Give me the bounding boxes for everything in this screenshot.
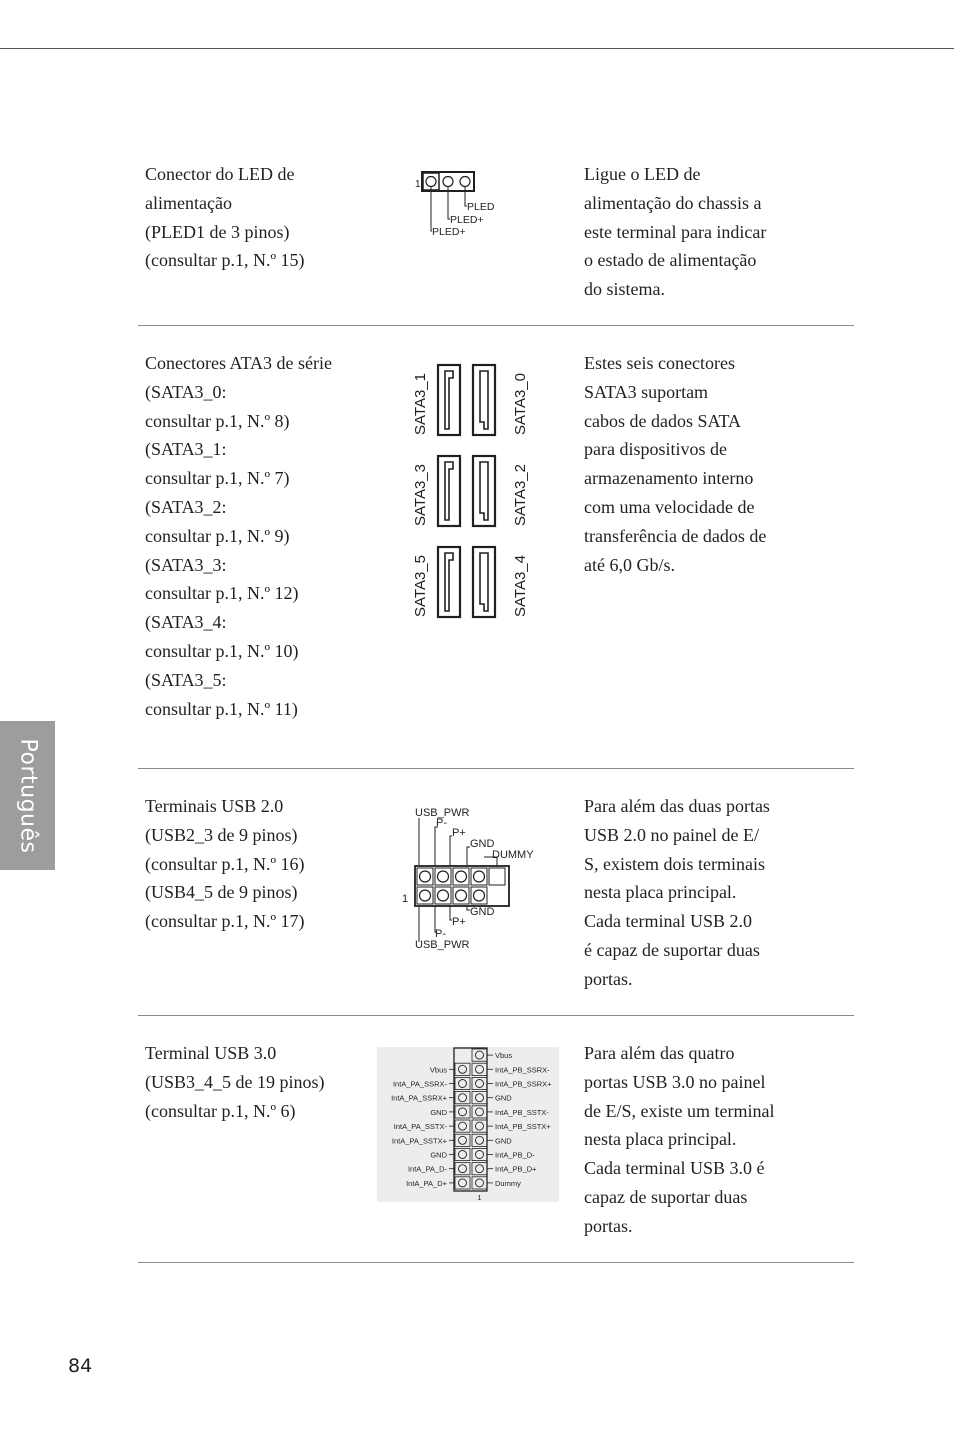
text-line: portas. <box>584 1215 633 1236</box>
gnd-label: GND <box>470 838 495 850</box>
text-line: do sistema. <box>584 279 665 300</box>
row-divider <box>138 1262 854 1263</box>
text-line: consultar p.1, N.º 10) <box>145 640 299 661</box>
pin-label: IntA_PB_SSRX+ <box>495 1079 552 1089</box>
pled-plus-label: PLED+ <box>432 226 466 238</box>
pin-label: IntA_PA_D- <box>407 1164 447 1174</box>
sata-row <box>138 349 854 769</box>
pin-label: IntA_PA_SSRX- <box>392 1079 447 1089</box>
text-line: (SATA3_2: <box>145 496 227 517</box>
p-minus-label: P- <box>435 928 446 940</box>
text-line: portas USB 3.0 no painel <box>584 1071 766 1092</box>
text-line: até 6,0 Gb/s. <box>584 554 675 575</box>
pin1-label: 1 <box>402 893 409 905</box>
usb2-usage <box>584 792 804 994</box>
sata3-3-label: SATA3_3 <box>412 464 429 526</box>
pin <box>459 1165 467 1173</box>
text-line: (SATA3_3: <box>145 554 227 575</box>
language-tab-label: Português <box>15 738 40 853</box>
pin <box>459 1136 467 1144</box>
text-line: cabos de dados SATA <box>584 410 742 431</box>
gnd-label: GND <box>470 906 495 918</box>
sata-description <box>145 349 370 723</box>
p-plus-label: P+ <box>452 916 466 928</box>
text-line: transferência de dados de <box>584 525 767 546</box>
usb2-row <box>138 792 854 1016</box>
pin <box>476 1179 484 1187</box>
pin <box>459 1122 467 1130</box>
pin <box>459 1151 467 1159</box>
pled-plus-label: PLED+ <box>450 214 484 226</box>
pin-label: GND <box>430 1107 447 1117</box>
usb3-row <box>138 1039 854 1263</box>
text-line: consultar p.1, N.º 8) <box>145 410 290 431</box>
pin <box>476 1080 484 1088</box>
text-line: (USB4_5 de 9 pinos) <box>145 882 298 903</box>
pin <box>476 1108 484 1116</box>
text-line: Cada terminal USB 3.0 é <box>584 1158 765 1179</box>
text-line: Conectores ATA3 de série <box>145 353 333 373</box>
text-line: consultar p.1, N.º 9) <box>145 525 290 546</box>
pin-label: IntA_PB_SSRX- <box>495 1065 550 1075</box>
row-divider <box>138 1015 854 1016</box>
text-line: (consultar p.1, N.º 6) <box>145 1100 296 1121</box>
text-line: com uma velocidade de <box>584 496 755 517</box>
sata3-0-label: SATA3_0 <box>512 373 528 435</box>
text-line: Estes seis conectores <box>584 353 735 373</box>
pled-label: PLED <box>467 201 495 213</box>
pin <box>476 1094 484 1102</box>
pin <box>459 1108 467 1116</box>
text-line: Para além das quatro <box>584 1043 735 1063</box>
text-line: (consultar p.1, N.º 17) <box>145 911 305 932</box>
usb2-description <box>145 792 370 936</box>
language-tab <box>0 721 55 870</box>
text-line: Cada terminal USB 2.0 <box>584 911 752 932</box>
text-line: consultar p.1, N.º 12) <box>145 583 299 604</box>
text-line: Ligue o LED de <box>584 164 701 184</box>
sata3-1-label: SATA3_1 <box>412 373 429 435</box>
p-minus-label: P- <box>436 817 447 829</box>
text-line: (USB3_4_5 de 19 pinos) <box>145 1071 325 1092</box>
text-line: portas. <box>584 968 633 989</box>
text-line: USB 2.0 no painel de E/ <box>584 824 759 845</box>
pin-label: IntA_PA_SSRX+ <box>391 1093 447 1103</box>
text-line: (consultar p.1, N.º 16) <box>145 853 305 874</box>
usb3-diagram <box>377 1047 559 1202</box>
pin-label: IntA_PA_SSTX- <box>393 1122 447 1132</box>
pin-label: IntA_PB_SSTX+ <box>495 1122 551 1132</box>
pin <box>476 1051 484 1059</box>
text-line: (SATA3_0: <box>145 381 227 402</box>
pin <box>459 1080 467 1088</box>
pin1-label: 1 <box>415 179 421 190</box>
pin-label: IntA_PB_SSTX- <box>495 1107 549 1117</box>
text-line: alimentação <box>145 192 232 213</box>
pled-description <box>145 160 370 275</box>
pin <box>476 1151 484 1159</box>
text-line: S, existem dois terminais <box>584 853 765 874</box>
text-line: nesta placa principal. <box>584 882 737 903</box>
header-rule <box>0 48 954 49</box>
text-line: consultar p.1, N.º 7) <box>145 468 290 489</box>
sata-diagram <box>404 363 528 623</box>
text-line: (consultar p.1, N.º 15) <box>145 250 305 271</box>
pin-label: Vbus <box>495 1051 513 1061</box>
text-line: este terminal para indicar <box>584 221 767 242</box>
page-number: 84 <box>68 1355 93 1377</box>
text-line: (SATA3_4: <box>145 612 227 633</box>
text-line: é capaz de suportar duas <box>584 939 760 960</box>
usb-pwr-label: USB_PWR <box>415 807 470 819</box>
pin1-label: 1 <box>477 1193 482 1202</box>
usb3-usage <box>584 1039 804 1241</box>
text-line: Para além das duas portas <box>584 796 770 816</box>
usb3-description <box>145 1039 370 1125</box>
usb2-diagram <box>400 804 550 954</box>
text-line: (USB2_3 de 9 pinos) <box>145 824 298 845</box>
text-line: (SATA3_5: <box>145 669 227 690</box>
text-line: armazenamento interno <box>584 468 754 489</box>
sata3-4-label: SATA3_4 <box>512 555 528 617</box>
dummy-label: DUMMY <box>492 849 534 861</box>
pin-label: GND <box>430 1150 447 1160</box>
text-line: o estado de alimentação <box>584 250 757 271</box>
pin <box>476 1165 484 1173</box>
pin-label: Dummy <box>495 1178 521 1188</box>
pin <box>476 1065 484 1073</box>
pin-label: Vbus <box>429 1065 447 1075</box>
pin-label: IntA_PB_D+ <box>495 1164 537 1174</box>
text-line: capaz de suportar duas <box>584 1186 748 1207</box>
sata3-5-label: SATA3_5 <box>412 555 429 617</box>
pled-usage <box>584 160 804 304</box>
pin-label: GND <box>495 1136 512 1146</box>
text-line: (PLED1 de 3 pinos) <box>145 221 290 242</box>
text-line: (SATA3_1: <box>145 439 227 460</box>
pin <box>459 1179 467 1187</box>
pin <box>459 1065 467 1073</box>
sata3-2-label: SATA3_2 <box>512 464 528 526</box>
pin <box>476 1136 484 1144</box>
text-line: nesta placa principal. <box>584 1129 737 1150</box>
pin <box>476 1122 484 1130</box>
pin-label: IntA_PB_D- <box>495 1150 535 1160</box>
pled-diagram <box>414 168 504 238</box>
pin-label: IntA_PA_SSTX+ <box>391 1136 447 1146</box>
row-divider <box>138 768 854 769</box>
pin-label: GND <box>495 1093 512 1103</box>
p-plus-label: P+ <box>452 827 466 839</box>
text-line: consultar p.1, N.º 11) <box>145 698 298 719</box>
text-line: Terminal USB 3.0 <box>145 1043 277 1063</box>
text-line: de E/S, existe um terminal <box>584 1100 775 1121</box>
row-divider <box>138 325 854 326</box>
pin-label: IntA_PA_D+ <box>406 1178 447 1188</box>
text-line: Terminais USB 2.0 <box>145 796 284 816</box>
pled-row <box>138 160 854 325</box>
text-line: alimentação do chassis a <box>584 192 762 213</box>
text-line: Conector do LED de <box>145 164 295 184</box>
text-line: SATA3 suportam <box>584 381 709 402</box>
pin <box>459 1094 467 1102</box>
text-line: para dispositivos de <box>584 439 727 460</box>
sata-usage <box>584 349 804 579</box>
usb-pwr-label: USB_PWR <box>415 939 470 951</box>
